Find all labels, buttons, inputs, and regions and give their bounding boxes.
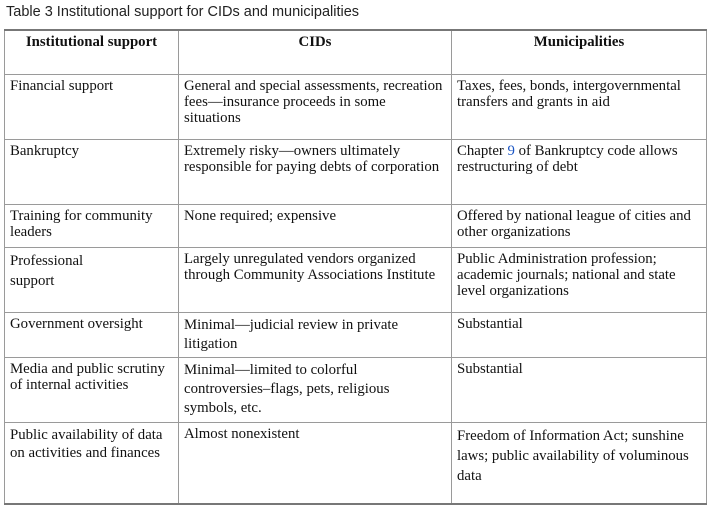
table-row (5, 74, 707, 139)
header-institutional-support: Institutional support (5, 30, 179, 74)
row-label: Financial support (5, 74, 179, 139)
cids-cell: None required; expensive (179, 204, 452, 247)
header-cids: CIDs (179, 30, 452, 74)
cell-text: Chapter (457, 142, 508, 159)
table-header-row (5, 30, 707, 74)
cids-cell: Largely unregulated vendors organized through Community Associations Institute (179, 247, 452, 312)
table-row (5, 247, 707, 312)
cids-cell: Minimal—judicial review in private litigation (179, 312, 452, 357)
table-caption: Table 3 Institutional support for CIDs and municipalities (6, 4, 360, 20)
row-label: Training for community leaders (5, 204, 179, 247)
cell-text: of Bankruptcy code allows restructuring of debt (457, 142, 678, 175)
header-municipalities: Municipalities (452, 30, 707, 74)
row-label: Public availability of data on activities and finances (5, 422, 179, 504)
row-label: Government oversight (5, 312, 179, 357)
table-row (5, 204, 707, 247)
cids-cell: Extremely risky—owners ultimately responsible for paying debts of corporation (179, 139, 452, 204)
municipalities-cell: Offered by national league of cities and other organizations (452, 204, 707, 247)
municipalities-cell: Freedom of Information Act; sunshine laws; public availability of voluminous data (452, 422, 707, 504)
municipalities-cell: Substantial (452, 312, 707, 357)
row-label: Media and public scrutiny of internal activities (5, 357, 179, 422)
municipalities-cell: Substantial (452, 357, 707, 422)
row-label: Bankruptcy (5, 139, 179, 204)
municipalities-cell: Public Administration profession; academic journals; national and state level organizations (452, 247, 707, 312)
institutional-support-table (4, 29, 707, 505)
table-row (5, 422, 707, 504)
row-label: Professional support (5, 247, 179, 312)
cids-cell: Almost nonexistent (179, 422, 452, 504)
cids-cell: General and special assessments, recreation fees—insurance proceeds in some situations (179, 74, 452, 139)
table-row (5, 139, 707, 204)
chapter-reference-link[interactable]: 9 (507, 142, 515, 159)
table-row (5, 357, 707, 422)
municipalities-cell (452, 139, 707, 204)
cids-cell: Minimal—limited to colorful controversies–flags, pets, religious symbols, etc. (179, 357, 452, 422)
municipalities-cell: Taxes, fees, bonds, intergovernmental transfers and grants in aid (452, 74, 707, 139)
table-row (5, 312, 707, 357)
